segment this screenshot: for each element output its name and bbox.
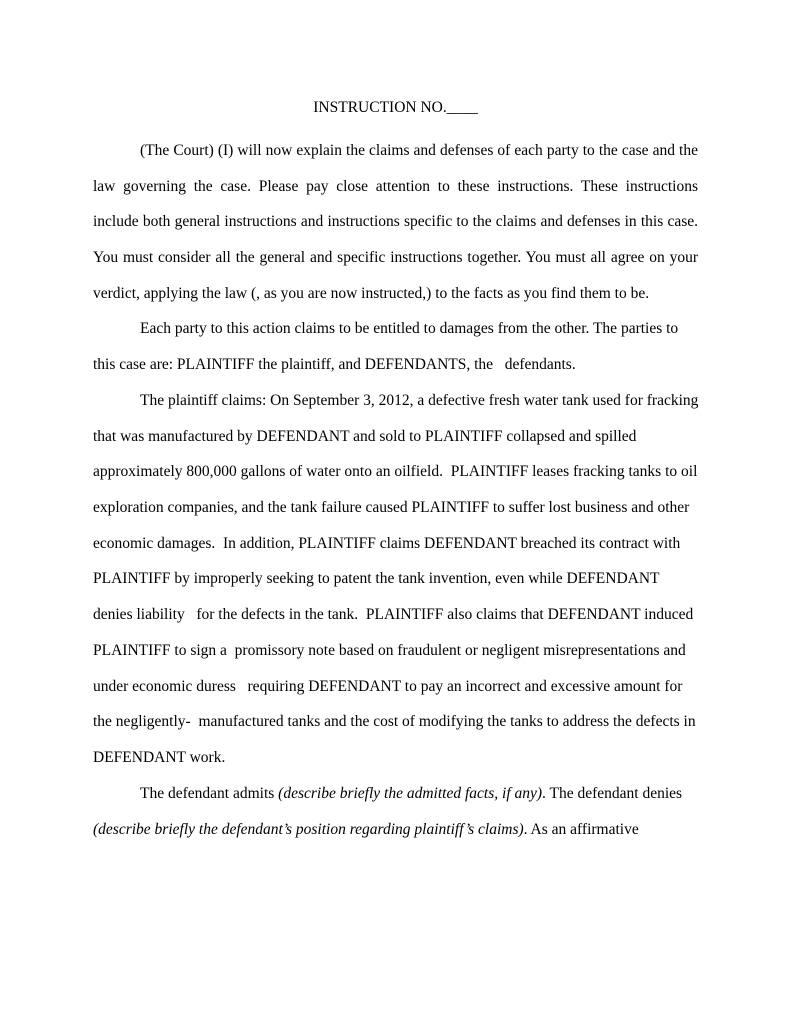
paragraph-3-line-2: that was manufactured by DEFENDANT and sold to PLAINTIFF collapsed and spilled [93,428,637,445]
paragraph-4-text-end: . As an affirmative [523,821,639,838]
paragraph-3-line-7: denies liability for the defects in the tank. PLAINTIFF also claims that DEFENDANT induced [93,606,694,623]
paragraph-3-line-8: PLAINTIFF to sign a promissory note based on fraudulent or negligent misrepresentations and [93,642,686,659]
paragraph-4-text-cont: . The defendant denies [542,785,683,802]
paragraph-4-text: The defendant admits [140,785,279,802]
paragraph-2-line-2: this case are: PLAINTIFF the plaintiff, and DEFENDANTS, the defendants. [93,356,576,373]
paragraph-4-line-2 [93,820,639,840]
paragraph-3-line-4: exploration companies, and the tank failure caused PLAINTIFF to suffer lost business and other [93,499,690,516]
paragraph-4-placeholder-position: (describe briefly the defendant’s position regarding plaintiff’s claims) [93,821,524,838]
paragraph-1-line-2: law governing the case. Please pay close attention to these instructions. These instructions [93,178,698,195]
paragraph-3-line-9: under economic duress requiring DEFENDANT to pay an incorrect and excessive amount for [93,678,683,695]
paragraph-3-line-3: approximately 800,000 gallons of water onto an oilfield. PLAINTIFF leases fracking tanks to oil [93,463,698,480]
paragraph-4-placeholder-admitted: (describe briefly the admitted facts, if any) [278,785,543,802]
paragraph-1-line-5: verdict, applying the law (, as you are now instructed,) to the facts as you find them to be. [93,285,650,302]
paragraph-3-line-1: The plaintiff claims: On September 3, 2012, a defective fresh water tank used for fracking [140,392,699,409]
paragraph-3-line-5: economic damages. In addition, PLAINTIFF claims DEFENDANT breached its contract with [93,535,681,552]
paragraph-1-line-1: (The Court) (I) will now explain the claims and defenses of each party to the case and the [140,142,698,159]
paragraph-3-line-6: PLAINTIFF by improperly seeking to patent the tank invention, even while DEFENDANT [93,570,660,587]
paragraph-4-line-1 [140,784,682,804]
paragraph-3-line-10: the negligently- manufactured tanks and the cost of modifying the tanks to address the defects in [93,713,696,730]
paragraph-2-line-1: Each party to this action claims to be entitled to damages from the other. The parties to [140,320,679,337]
paragraph-3-line-11: DEFENDANT work. [93,749,226,766]
paragraph-1-line-4: You must consider all the general and specific instructions together. You must all agree on your [93,249,698,266]
instruction-title: INSTRUCTION NO.____ [313,99,478,116]
paragraph-1-line-3: include both general instructions and instructions specific to the claims and defenses in this case. [93,213,698,230]
